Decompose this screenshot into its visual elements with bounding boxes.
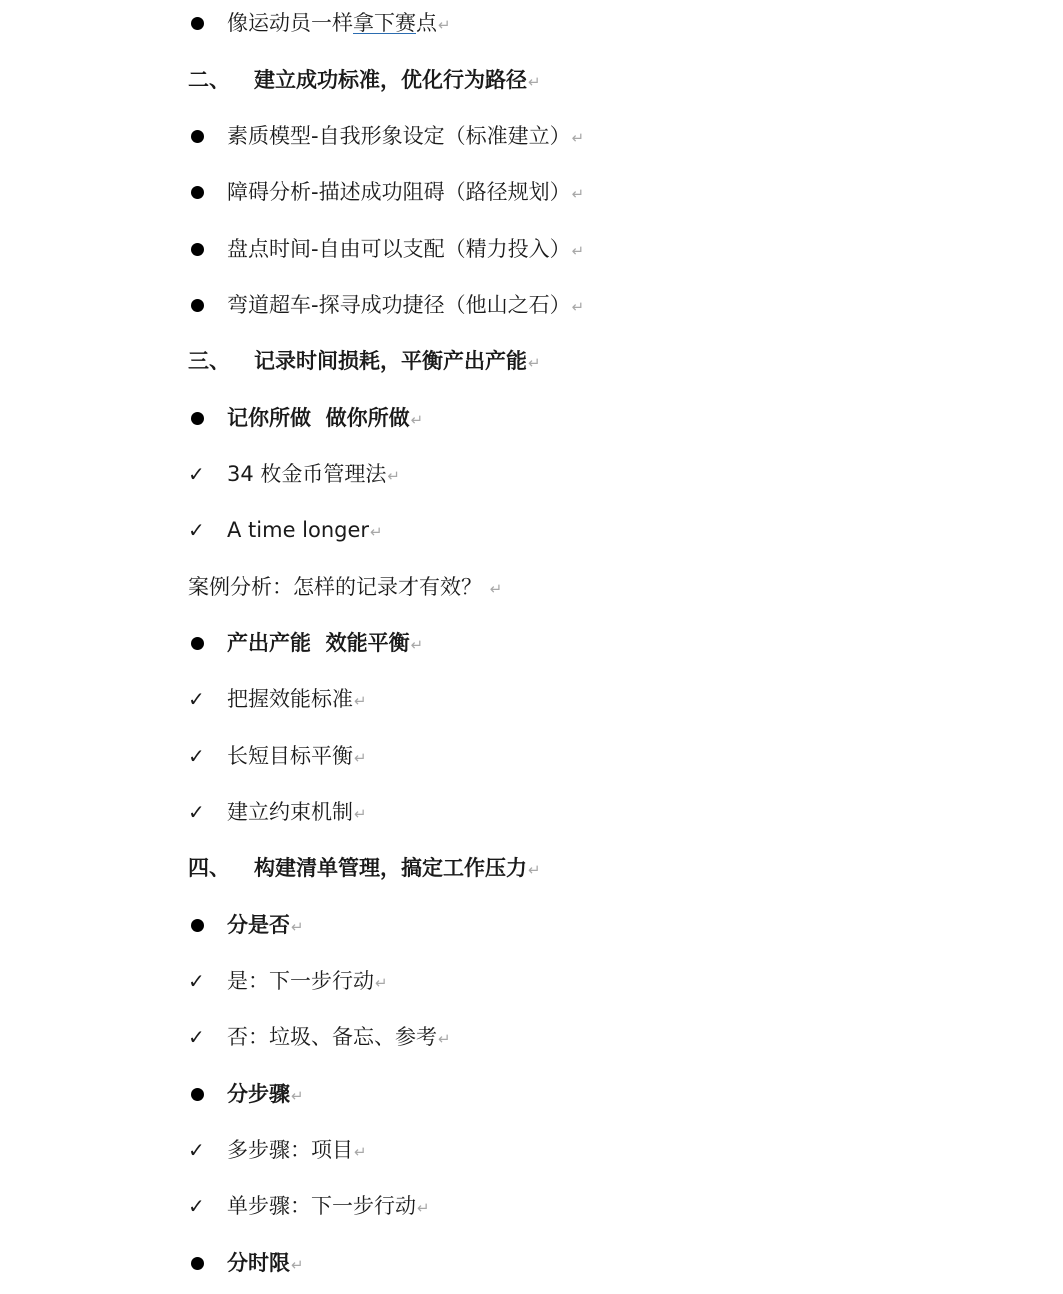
paragraph-mark-icon: ↵: [571, 129, 585, 147]
paragraph-mark-icon: ↵: [354, 749, 367, 767]
list-item-text: 障碍分析-描述成功阻碍（路径规划）↵: [227, 180, 585, 204]
list-item: [0, 961, 900, 1001]
list-item: [0, 623, 900, 663]
heading-number: 四、: [188, 856, 230, 880]
paragraph-text: 案例分析：怎样的记录才有效？ ↵: [188, 575, 503, 599]
checkmark-icon: ✓: [188, 462, 205, 486]
paragraph-mark-icon: ↵: [417, 1199, 430, 1217]
paragraph-mark-icon: ↵: [410, 411, 424, 429]
paragraph-mark-icon: ↵: [410, 636, 424, 654]
checkmark-icon: ✓: [188, 518, 205, 542]
list-item: [0, 454, 900, 494]
checkmark-icon: ✓: [188, 687, 205, 711]
list-item-text: 分步骤↵: [227, 1082, 304, 1106]
paragraph-mark-icon: ↵: [354, 805, 367, 823]
paragraph-mark-icon: ↵: [354, 1143, 367, 1161]
list-item-text: 弯道超车-探寻成功捷径（他山之石）↵: [227, 293, 585, 317]
paragraph-mark-icon: ↵: [291, 1256, 304, 1274]
heading-number: 二、: [188, 68, 230, 92]
heading-text: 构建清单管理，搞定工作压力↵: [254, 856, 541, 880]
checkmark-icon: ✓: [188, 1025, 205, 1049]
paragraph-mark-icon: ↵: [571, 298, 585, 316]
paragraph-mark-icon: ↵: [571, 185, 585, 203]
section-heading: [0, 60, 900, 100]
list-item: [0, 1074, 900, 1114]
list-item-text: 产出产能 效能平衡↵: [227, 631, 424, 655]
list-item-text: A time longer↵: [227, 518, 383, 542]
paragraph-mark-icon: ↵: [438, 1030, 451, 1048]
list-item-text: 建立约束机制↵: [227, 800, 367, 824]
checkmark-icon: ✓: [188, 969, 205, 993]
section-heading: [0, 341, 900, 381]
section-heading: [0, 848, 900, 888]
list-item: [0, 679, 900, 719]
paragraph: [0, 567, 900, 607]
list-item: [0, 510, 900, 550]
list-item: [0, 1186, 900, 1226]
list-item: [0, 905, 900, 945]
checkmark-icon: ✓: [188, 1194, 205, 1218]
paragraph-mark-icon: ↵: [528, 861, 541, 879]
list-item-text: 素质模型-自我形象设定（标准建立）↵: [227, 124, 585, 148]
list-item: [0, 1130, 900, 1170]
list-item: [0, 172, 900, 212]
list-item-text: 单步骤：下一步行动↵: [227, 1194, 430, 1218]
list-item: [0, 285, 900, 325]
list-item: [0, 792, 900, 832]
checkmark-icon: ✓: [188, 1138, 205, 1162]
list-item-text: 多步骤：项目↵: [227, 1138, 367, 1162]
paragraph-mark-icon: ↵: [291, 918, 304, 936]
paragraph-mark-icon: ↵: [528, 73, 541, 91]
list-item: [0, 116, 900, 156]
heading-text: 记录时间损耗，平衡产出产能↵: [254, 349, 541, 373]
list-item-text: 否：垃圾、备忘、参考↵: [227, 1025, 451, 1049]
paragraph-mark-icon: ↵: [438, 16, 451, 34]
list-item-text: 把握效能标准↵: [227, 687, 367, 711]
heading-number: 三、: [188, 349, 230, 373]
paragraph-mark-icon: ↵: [291, 1087, 304, 1105]
list-item: [0, 1243, 900, 1283]
heading-text: 建立成功标准，优化行为路径↵: [254, 68, 541, 92]
checkmark-icon: ✓: [188, 744, 205, 768]
list-item: [0, 1017, 900, 1057]
checkmark-icon: ✓: [188, 800, 205, 824]
paragraph-mark-icon: ↵: [489, 580, 503, 598]
list-item-text: 长短目标平衡↵: [227, 744, 367, 768]
list-item-text: 分是否↵: [227, 913, 304, 937]
list-item: [0, 398, 900, 438]
paragraph-mark-icon: ↵: [370, 523, 383, 541]
list-item-text: 记你所做 做你所做↵: [227, 406, 424, 430]
list-item: [0, 229, 900, 269]
paragraph-mark-icon: ↵: [354, 692, 367, 710]
list-item-text: 是：下一步行动↵: [227, 969, 388, 993]
list-item: [0, 3, 900, 43]
list-item-text: 34 枚金币管理法↵: [227, 462, 400, 486]
paragraph-mark-icon: ↵: [528, 354, 541, 372]
list-item-text: 分时限↵: [227, 1251, 304, 1275]
paragraph-mark-icon: ↵: [387, 467, 400, 485]
list-item-text: 像运动员一样拿下赛点↵: [227, 11, 451, 35]
underlined-text: 拿下赛: [353, 11, 416, 35]
paragraph-mark-icon: ↵: [571, 242, 585, 260]
paragraph-mark-icon: ↵: [375, 974, 388, 992]
list-item-text: 盘点时间-自由可以支配（精力投入）↵: [227, 237, 585, 261]
list-item: [0, 736, 900, 776]
